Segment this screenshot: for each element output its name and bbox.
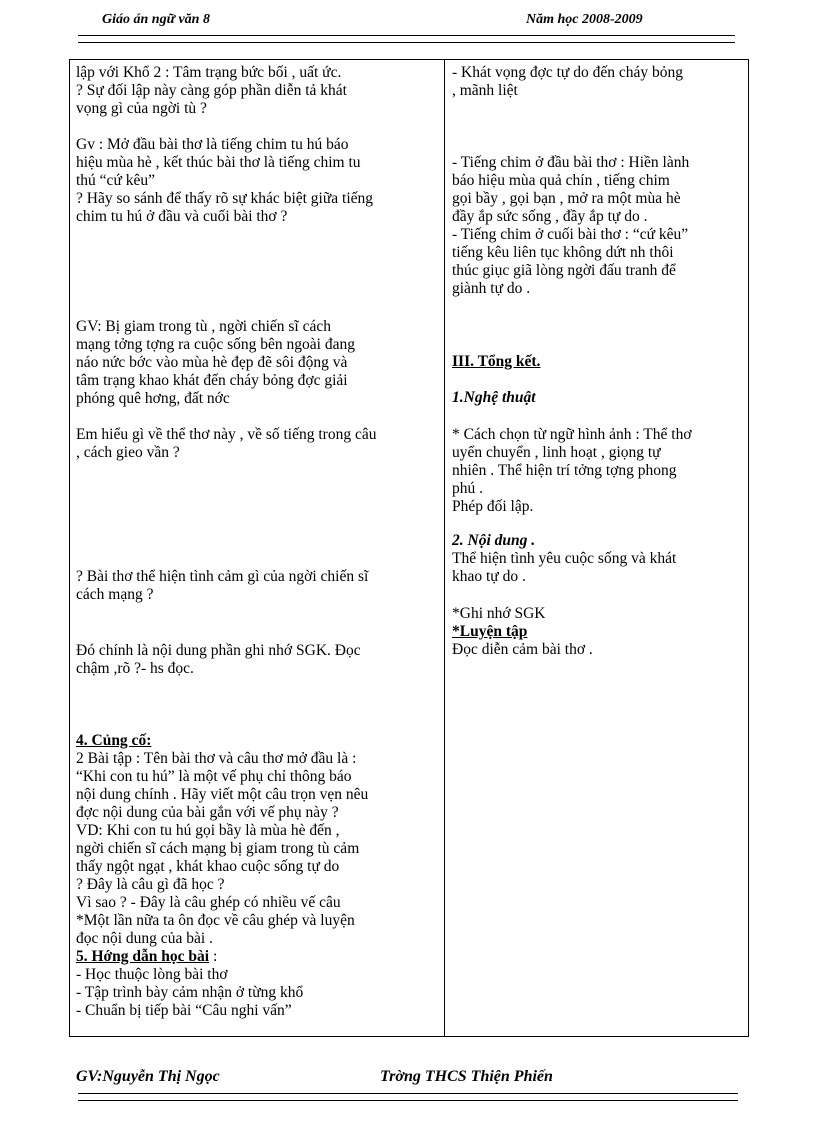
consolidation-heading: 4. Củng cố:: [76, 732, 152, 749]
content-section: 2. Nội dung . Thể hiện tình yêu cuộc sống và khát khao tự do .: [452, 532, 742, 586]
header-double-rule: [78, 35, 735, 43]
footer-double-rule: [78, 1093, 738, 1101]
left-block-6: Đó chính là nội dung phần ghi nhớ SGK. Đọc chậm ,rõ ?- hs đọc.: [76, 642, 361, 677]
summary-heading: III. Tổng kết.: [452, 353, 541, 370]
practice-content: Đọc diễn cảm bài thơ .: [452, 641, 593, 658]
right-block-2: - Tiếng chim ở đầu bài thơ : Hiền lành báo hiệu mùa quả chín , tiếng chim gọi bầy , gọi bạn , mở ra một mùa hè đầy ắp sức sống , đầy ắp tự do . - Tiếng chim ở cuối bài thơ : “cứ kêu” tiếng kêu liên tục không dứt nh thôi thúc giục giã lòng ngời đấu tranh để giành tự do .: [452, 154, 690, 297]
left-block-3: GV: Bị giam trong tù , ngời chiến sĩ cách mạng tởng tợng ra cuộc sống bên ngoài đang náo nức bớc vào mùa hè đẹp đẽ sôi động và tâm trạng khao khát đến cháy bỏng đợc giải phóng quê hơng, đất nớc: [76, 318, 355, 407]
left-block-4: Em hiểu gì về thể thơ này , về số tiếng trong câu , cách gieo vần ?: [76, 426, 377, 461]
footer-teacher: GV:Nguyễn Thị Ngọc: [76, 1068, 220, 1085]
page-header: [78, 12, 738, 32]
header-school-year: Năm học 2008-2009: [526, 12, 643, 27]
left-block-2: Gv : Mở đầu bài thơ là tiếng chim tu hú báo hiệu mùa hè , kết thúc bài thơ là tiếng chim tu thú “cứ kêu” ? Hãy so sánh để thấy rõ sự khác biệt giữa tiếng chim tu hú ở đầu và cuối bài thơ ?: [76, 136, 374, 225]
content-heading: 2. Nội dung .: [452, 532, 536, 549]
practice-heading: *Luyện tập: [452, 623, 528, 640]
column-divider: [444, 59, 445, 1037]
consolidation-section: 4. Củng cố: 2 Bài tập : Tên bài thơ và câu thơ mở đầu là : “Khi con tu hú” là một vế phụ chỉ thông báo nội dung chính . Hãy viết một câu trọn vẹn nêu đợc nội dung của bài gắn với vế phụ này ? VD: Khi con tu hú gọi bầy là mùa hè đến , ngời chiến sĩ cách mạng bị giam trong tù cảm thấy ngột ngạt , khát khao cuộc sống tự do ? Đây là câu gì đã học ? Vì sao ? - Đây là câu ghép có nhiều vế câu *Một lần nữa ta ôn đọc về câu ghép và luyện đọc nội dung của bài .: [76, 732, 438, 948]
footer-school: Trờng THCS Thiện Phiến: [380, 1068, 553, 1085]
header-subject: Giáo án ngữ văn 8: [102, 12, 210, 27]
homework-heading: 5. Hớng dẫn học bài: [76, 948, 210, 965]
art-heading: 1.Nghệ thuật: [452, 389, 536, 406]
homework-section: 5. Hớng dẫn học bài : - Học thuộc lòng bài thơ - Tập trình bày cảm nhận ở từng khổ - Chuẩn bị tiếp bài “Câu nghi vấn”: [76, 948, 304, 1019]
right-block-1: - Khát vọng đợc tự do đến cháy bỏng , mãnh liệt: [452, 64, 683, 99]
left-block-1: lập với Khổ 2 : Tâm trạng bức bối , uất ức. ? Sự đối lập này càng góp phần diễn tả khát vọng gì của ngời tù ?: [76, 64, 347, 117]
left-block-5: ? Bài thơ thể hiện tình cảm gì của ngời chiến sĩ cách mạng ?: [76, 568, 369, 603]
art-content: * Cách chọn từ ngữ hình ảnh : Thể thơ uyển chuyển , linh hoạt , giọng tự nhiên . Thể hiện trí tởng tợng phong phú . Phép đối lập.: [452, 426, 692, 515]
memo-note: *Ghi nhớ SGK: [452, 605, 546, 622]
